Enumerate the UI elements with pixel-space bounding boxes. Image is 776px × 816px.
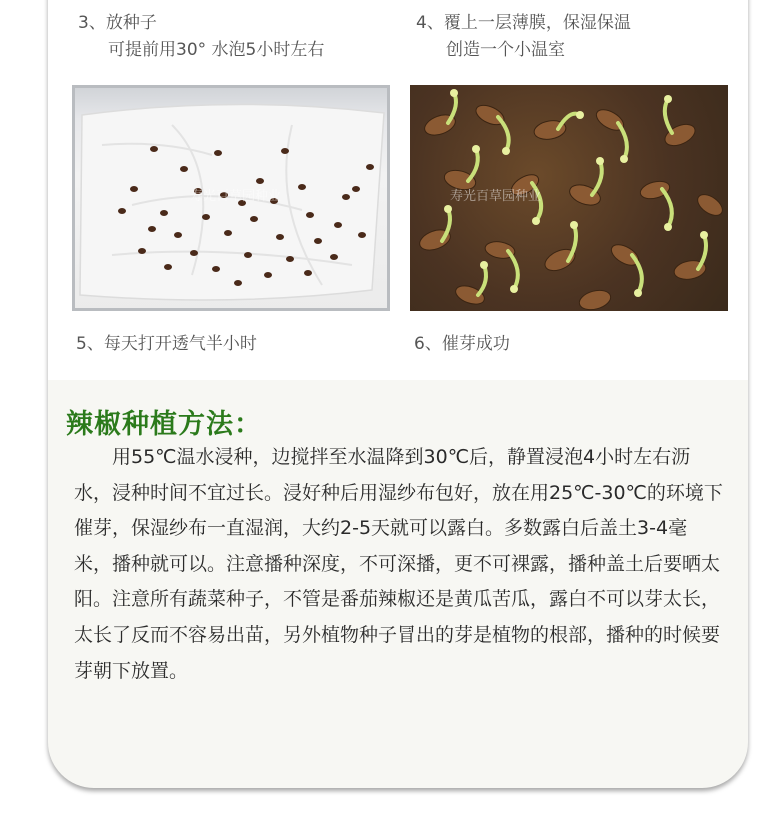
step-5-label: 5、每天打开透气半小时 [76,334,257,354]
content-card [48,0,748,788]
seeds-watermark: 寿光百草园种业 [190,189,282,204]
sprouts-photo [410,85,728,311]
step-3-title: 3、放种子 [78,13,157,33]
step-3-note: 可提前用30° 水泡5小时左右 [108,40,325,60]
step-4-title: 4、覆上一层薄膜，保湿保温 [416,13,631,33]
method-title: 辣椒种植方法： [66,409,262,440]
seeds-photo [72,85,390,311]
step-4-note: 创造一个小温室 [446,40,565,60]
sprouts-watermark: 寿光百草园种业 [450,189,542,204]
method-body: 用55℃温水浸种，边搅拌至水温降到30℃后，静置浸泡4小时左右沥水，浸种时间不宜过长。浸好种后用湿纱布包好，放在用25℃-30℃的环境下催芽，保湿纱布一直湿润，大约2-5天就可以露白。多数露白后盖土3-4毫米，播种就可以。注意播种深度，不可深播，更不可裸露，播种盖土后要晒太阳。注意所有蔬菜种子，不管是番茄辣椒还是黄瓜苦瓜，露白不可以芽太长，太长了反而不容易出苗，另外植物种子冒出的芽是植物的根部，播种的时候要芽朝下放置。 [74,446,723,682]
steps-section [48,0,748,380]
step-6-label: 6、催芽成功 [414,334,510,354]
